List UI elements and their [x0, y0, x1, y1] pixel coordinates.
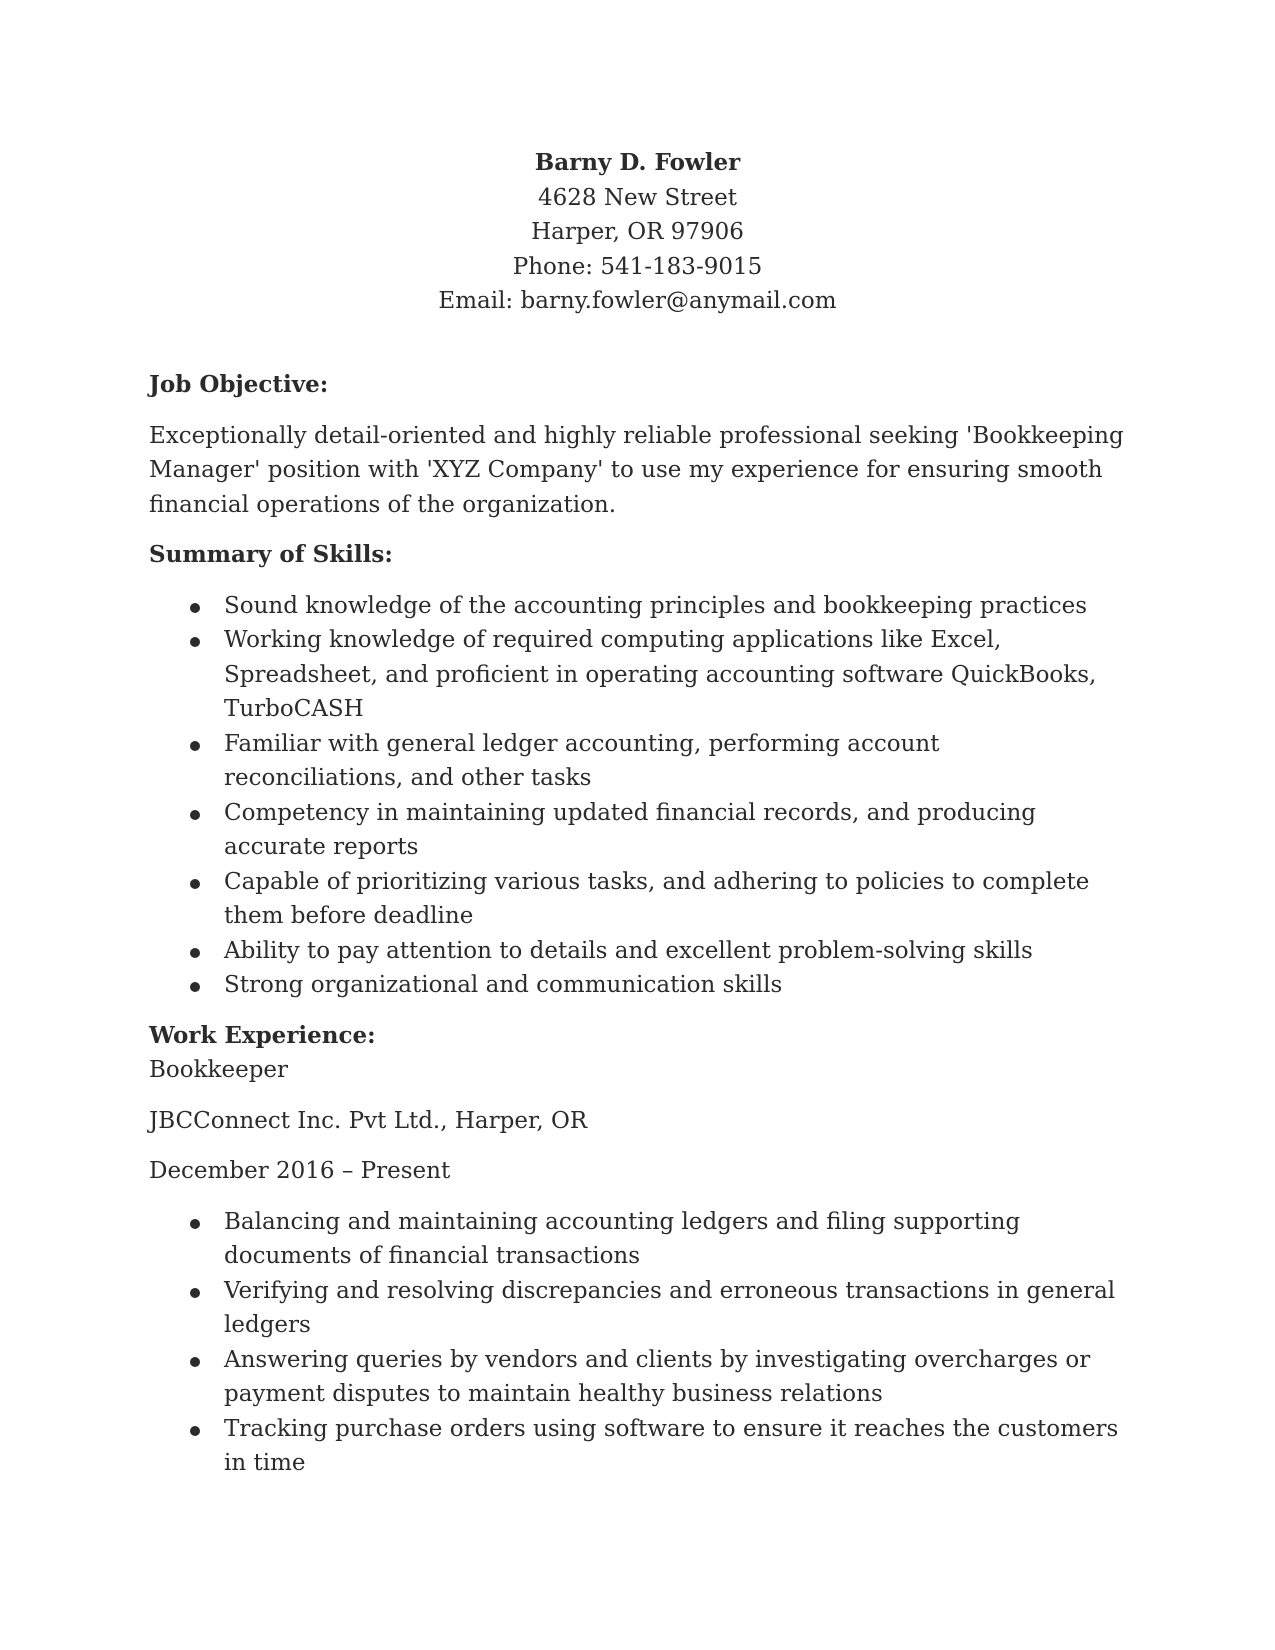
list-item — [149, 727, 1124, 796]
skills-heading: Summary of Skills: — [149, 541, 393, 568]
duty-text: Balancing and maintaining accounting ledgers and filing supporting documents of financial transactions — [224, 1208, 1021, 1269]
duties-list — [149, 1205, 1124, 1481]
job-title: Bookkeeper — [149, 1057, 289, 1083]
duty-text: Verifying and resolving discrepancies and erroneous transactions in general ledgers — [224, 1277, 1116, 1338]
list-item — [149, 1343, 1124, 1412]
skill-text: Ability to pay attention to details and excellent problem-solving skills — [224, 937, 1033, 964]
duty-text: Answering queries by vendors and clients by investigating overcharges or payment disputes to maintain healthy business relations — [224, 1346, 1091, 1407]
skill-text: Strong organizational and communication skills — [224, 972, 783, 998]
list-item — [149, 1205, 1124, 1274]
skill-text: Working knowledge of required computing applications like Excel, Spreadsheet, and proficient in operating accounting software QuickBooks, TurboCASH — [224, 627, 1097, 722]
bullet-icon — [190, 1357, 200, 1367]
bullet-icon — [190, 603, 200, 613]
email-address: Email: barny.fowler@anymail.com — [438, 288, 837, 314]
bullet-icon — [190, 741, 200, 751]
duty-text: Tracking purchase orders using software to ensure it reaches the customers in time — [224, 1415, 1119, 1476]
city-state-zip: Harper, OR 97906 — [531, 219, 744, 245]
list-item — [149, 1412, 1124, 1481]
objective-heading: Job Objective: — [149, 371, 329, 398]
list-item — [149, 1274, 1124, 1343]
list-item — [149, 623, 1124, 727]
bullet-icon — [190, 948, 200, 958]
list-item — [149, 589, 1124, 624]
list-item — [149, 865, 1124, 934]
bullet-icon — [190, 1219, 200, 1229]
skill-text: Familiar with general ledger accounting, performing account reconciliations, and other tasks — [224, 730, 940, 791]
objective-text: Exceptionally detail-oriented and highly reliable professional seeking 'Bookkeeping Manager' position with 'XYZ Company' to use my experience for ensuring smooth financial operations of the organization. — [149, 422, 1124, 518]
contact-header — [0, 146, 1275, 319]
bullet-icon — [190, 1288, 200, 1298]
bullet-icon — [190, 637, 200, 647]
bullet-icon — [190, 810, 200, 820]
bullet-icon — [190, 879, 200, 889]
company-name: JBCConnect Inc. Pvt Ltd., Harper, OR — [149, 1107, 588, 1134]
bullet-icon — [190, 1426, 200, 1436]
skill-text: Capable of prioritizing various tasks, and adhering to policies to complete them before deadline — [224, 868, 1090, 929]
phone-number: Phone: 541-183-9015 — [512, 253, 763, 280]
skill-text: Sound knowledge of the accounting principles and bookkeeping practices — [224, 592, 1088, 619]
skill-text: Competency in maintaining updated financial records, and producing accurate reports — [224, 799, 1037, 860]
applicant-name: Barny D. Fowler — [534, 149, 741, 176]
list-item — [149, 968, 1124, 1003]
bullet-icon — [190, 982, 200, 992]
resume-body — [149, 368, 1124, 1481]
employment-dates: December 2016 – Present — [149, 1158, 451, 1184]
list-item — [149, 934, 1124, 969]
experience-heading: Work Experience: — [149, 1021, 376, 1049]
street-address: 4628 New Street — [537, 184, 738, 211]
list-item — [149, 796, 1124, 865]
skills-list — [149, 589, 1124, 1003]
